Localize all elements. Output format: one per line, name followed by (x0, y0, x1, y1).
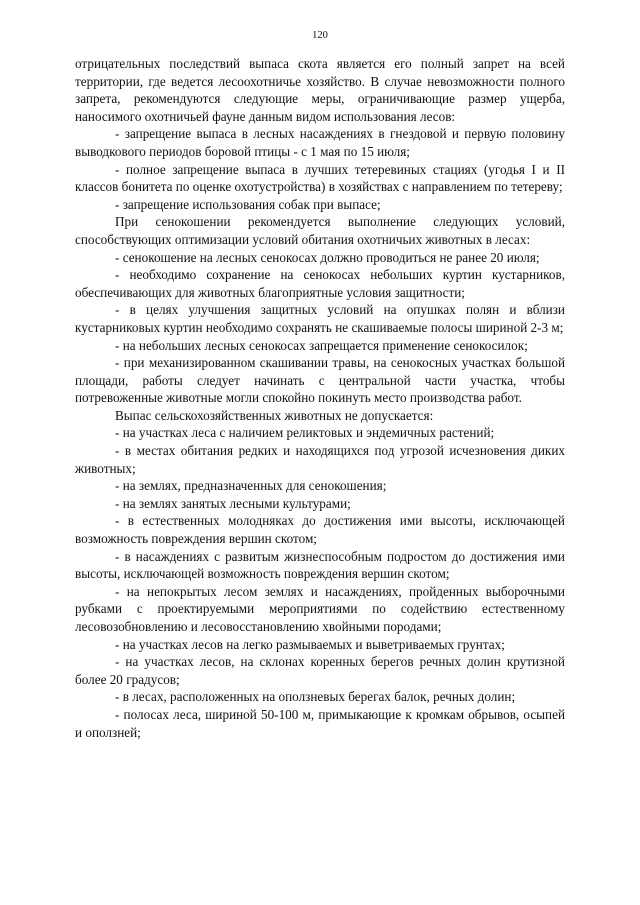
paragraph: Выпас сельскохозяйственных животных не допускается: (115, 407, 434, 423)
page-number: 120 (312, 30, 328, 41)
list-item: - запрещение выпаса в лесных насаждениях в гнездовой и первую половину выводкового периодов боровой птицы - с 1 мая по 15 июля; (75, 126, 565, 159)
list-item: - полное запрещение выпаса в лучших тетеревиных стациях (угодья I и II классов бонитета по оценке охотустройства) в хозяйствах с направлением по тетереву; (75, 161, 565, 195)
list-item: - на землях занятых лесными культурами; (115, 495, 351, 511)
list-item: - в естественных молодняках до достижения ими высоты, исключающей возможность повреждения вершин скотом; (75, 513, 565, 547)
list-item: - на участках леса с наличием реликтовых и эндемичных растений; (115, 425, 495, 441)
list-item: - на непокрытых лесом землях и насаждениях, пройденных выборочными рубками с проектируемыми мероприятиями по содействию естественному лесовозобновлению и лесовосстановлению хвойными породами; (75, 583, 565, 634)
document-body (75, 55, 565, 741)
list-item: - в целях улучшения защитных условий на опушках полян и вблизи кустарниковых куртин необходимо сохранять не скашиваемые полосы шириной 2-3 м; (75, 302, 565, 335)
list-item: - на участках лесов, на склонах коренных берегов речных долин крутизной более 20 градусов; (75, 654, 565, 687)
list-item: - в местах обитания редких и находящихся под угрозой исчезновения диких животных; (75, 443, 565, 476)
list-item: - при механизированном скашивании травы, на сенокосных участках большой площади, работы следует начинать с центральной части участка, чтобы потревоженные животные могли спокойно покинуть место производства работ. (75, 355, 565, 406)
list-item: - сенокошение на лесных сенокосах должно проводиться не ранее 20 июля; (115, 249, 540, 265)
paragraph: При сенокошении рекомендуется выполнение следующих условий, способствующих оптимизации условий обитания охотничьих животных в лесах: (75, 214, 565, 247)
list-item: - в насаждениях с развитым жизнеспособным подростом до достижения ими высоты, исключающей возможность повреждения вершин скотом; (75, 548, 565, 582)
list-item: - на землях, предназначенных для сенокошения; (115, 478, 387, 494)
list-item: - на участках лесов на легко размываемых и выветриваемых грунтах; (115, 636, 505, 652)
paragraph: отрицательных последствий выпаса скота является его полный запрет на всей территории, где ведется лесоохотничье хозяйство. В случае невозможности полного запрета, рекомендуются следующие меры, ограничивающие размер ущерба, наносимого охотничьей фауне данным видом использования лесов: (75, 56, 565, 124)
list-item: - на небольших лесных сенокосах запрещается применение сенокосилок; (115, 337, 528, 353)
list-item: - запрещение использования собак при выпасе; (115, 196, 381, 212)
list-item: - в лесах, расположенных на оползневых берегах балок, речных долин; (115, 689, 516, 705)
list-item: - полосах леса, шириной 50-100 м, примыкающие к кромкам обрывов, осыпей и оползней; (75, 706, 565, 740)
list-item: - необходимо сохранение на сенокосах небольших куртин кустарников, обеспечивающих для животных благоприятные условия защитности; (75, 267, 565, 300)
